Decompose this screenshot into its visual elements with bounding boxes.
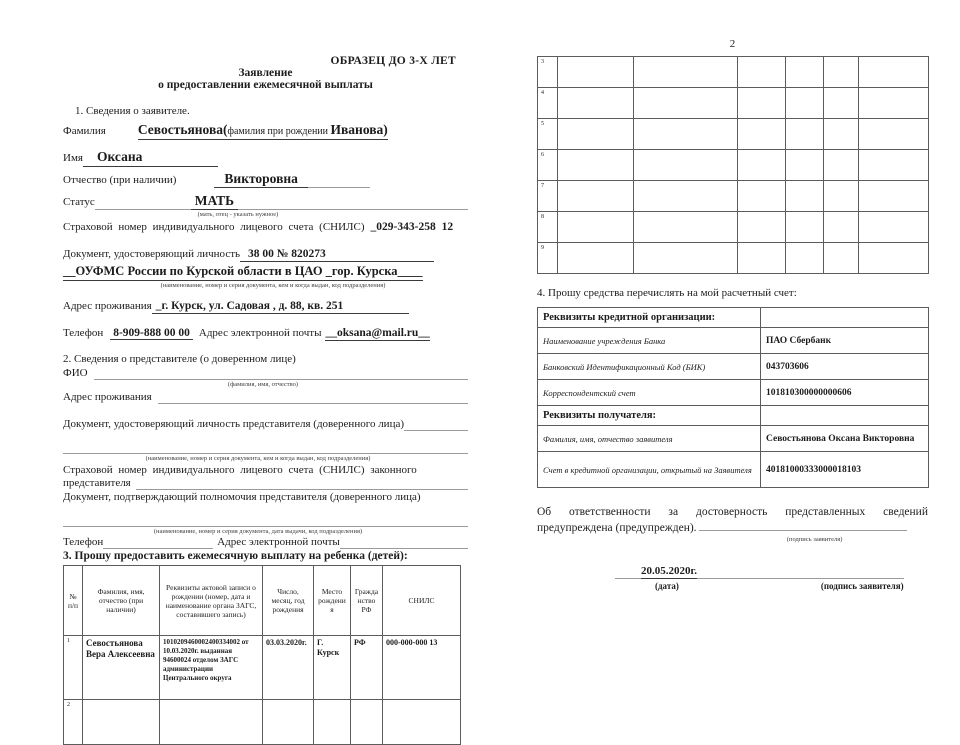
col-header-citizenship: Гражданство РФ: [351, 566, 383, 636]
col-header-birthdate: Число, месяц, год рождения: [263, 566, 314, 636]
patronymic-line: [63, 171, 468, 188]
bank-name-row: [538, 328, 929, 354]
cont-row-5: [538, 119, 929, 150]
child1-num: 1: [64, 636, 83, 700]
patronymic-field: Викторовна: [214, 171, 308, 188]
col-header-record: Реквизиты актовой записи о рождении (номер, дата и наименование органа ЗАГС, составившего запись): [160, 566, 263, 636]
rep-doc-label: Документ, удостоверяющий личность представителя (доверенного лица): [63, 418, 405, 430]
rep-phone-label: Телефон: [63, 536, 104, 548]
rep-snils-label2: представителя: [63, 477, 131, 489]
rep-email-blank: [340, 536, 468, 549]
status-line: [63, 193, 468, 210]
rep-doc-blank-full: [63, 441, 468, 454]
date-captions: [537, 581, 928, 591]
firstname-label: Имя: [63, 152, 83, 164]
email-field: __oksana@mail.ru__: [325, 327, 430, 339]
rep-address-label: Адрес проживания: [63, 391, 152, 403]
address-line: [63, 300, 468, 314]
recipient-header: Реквизиты получателя:: [538, 406, 761, 426]
recipient-header-row: [538, 406, 929, 426]
bank-bik-label: Банковский Идентификационный Код (БИК): [538, 354, 761, 380]
cont-row-4-num: 4: [538, 88, 558, 119]
cont-row-4: [538, 88, 929, 119]
children-table: [63, 565, 461, 745]
recipient-account-value: 40181000333000018103: [761, 452, 929, 488]
address-field: _г. Курск, ул. Садовая , д. 88, кв. 251: [152, 300, 410, 314]
firstname-line: [63, 149, 468, 167]
col-header-birthplace: Место рождения: [314, 566, 351, 636]
page-number: 2: [729, 38, 736, 50]
col-header-snils: СНИЛС: [383, 566, 461, 636]
rep-authority-label: Документ, подтверждающий полномочия представителя (доверенного лица): [63, 491, 421, 503]
rep-fio-blank: [94, 367, 468, 380]
section3-heading: 3. Прошу предоставить ежемесячную выплату на ребенка (детей):: [63, 550, 408, 562]
cont-row-7-num: 7: [538, 181, 558, 212]
signature-blank: [699, 520, 907, 531]
children-table-continuation: [537, 56, 929, 274]
rep-doc-line: [63, 418, 468, 431]
rep-snils-blank: [136, 477, 468, 490]
date-caption: (дата): [655, 581, 679, 591]
snils-line: [63, 221, 468, 233]
section4-heading: 4. Прошу средства перечислять на мой расчетный счет:: [537, 287, 797, 299]
recipient-account-label: Счет в кредитной организации, открытый на Заявителя: [538, 452, 761, 488]
cont-row-3-num: 3: [538, 57, 558, 88]
rep-email-label: Адрес электронной почты: [217, 536, 340, 548]
rep-authority-blank-line: [63, 514, 468, 527]
id-doc-issuer: __ОУФМС России по Курской области в ЦАО _гор. Курска____: [63, 264, 423, 281]
page-1: [63, 55, 468, 745]
snils-value: _029-343-258 12: [370, 221, 454, 233]
cont-row-9-num: 9: [538, 243, 558, 274]
signature-caption: (подпись заявителя): [820, 581, 904, 591]
cont-row-9: [538, 243, 929, 274]
child-row-1: [64, 636, 461, 700]
rep-authority-caption: (наименование, номер и серия документа, дата выдачи, код подразделения): [153, 528, 363, 535]
rep-phone-blank: [103, 536, 213, 549]
recipient-name-row: [538, 426, 929, 452]
child1-record: 1010209460002400334002 от 10.03.2020г. выданная 94600024 отделом ЗАГС администрации Центрального округа: [160, 636, 263, 700]
child1-name: Севостьянова Вера Алексеевна: [83, 636, 160, 700]
rep-phone-line: [63, 536, 468, 549]
phone-field: 8-909-888 00 00: [110, 327, 193, 340]
rep-fio-line: [63, 367, 468, 380]
cont-row-8-num: 8: [538, 212, 558, 243]
address-label: Адрес проживания: [63, 300, 152, 312]
status-field: МАТЬ: [191, 193, 238, 210]
bank-org-header: Реквизиты кредитной организации:: [538, 308, 761, 328]
recipient-name-value: Севостьянова Оксана Викторовна: [761, 426, 929, 452]
responsibility-warning: [537, 504, 928, 536]
page-2: [537, 38, 928, 591]
col-header-num: № п/п: [64, 566, 83, 636]
phone-email-line: [63, 327, 468, 341]
id-doc-label: Документ, удостоверяющий личность: [63, 248, 241, 260]
cont-row-6: [538, 150, 929, 181]
rep-snils-line1: [63, 464, 468, 476]
patronymic-blank: [308, 175, 370, 188]
snils-label: Страховой номер индивидуального лицевого счета (СНИЛС): [63, 221, 365, 233]
date-blank-left: [615, 567, 641, 579]
bank-org-header-row: [538, 308, 929, 328]
bank-bik-row: [538, 354, 929, 380]
bank-name-value: ПАО Сбербанк: [761, 328, 929, 354]
id-doc-field: 38 00 № 820273: [240, 248, 434, 262]
cont-row-5-num: 5: [538, 119, 558, 150]
rep-address-line: [63, 391, 468, 404]
status-blank-left: [95, 197, 191, 210]
rep-authority-line: [63, 491, 468, 503]
id-doc-line: [63, 248, 468, 262]
bank-corr-row: [538, 380, 929, 406]
id-doc-issuer-line: [63, 264, 468, 281]
date-blank-right: [697, 567, 904, 579]
rep-snils-line2: [63, 477, 468, 490]
rep-doc-blank-line: [63, 441, 468, 454]
bank-details-table: [537, 307, 929, 488]
recipient-account-row: [538, 452, 929, 488]
phone-label: Телефон: [63, 327, 104, 339]
doc-subtitle: о предоставлении ежемесячной выплаты: [158, 79, 373, 91]
cont-row-6-num: 6: [538, 150, 558, 181]
sample-watermark: ОБРАЗЕЦ ДО 3-Х ЛЕТ: [330, 55, 456, 67]
surname-label: Фамилия: [63, 125, 106, 137]
bank-corr-value: 101810300000000606: [761, 380, 929, 406]
bank-bik-value: 043703606: [761, 354, 929, 380]
bank-name-label: Наименование учреждения Банка: [538, 328, 761, 354]
child1-birthdate: 03.03.2020г.: [263, 636, 314, 700]
cont-row-8: [538, 212, 929, 243]
child-row-2: [64, 700, 461, 745]
patronymic-label: Отчество (при наличии): [63, 174, 177, 186]
email-label: Адрес электронной почты: [198, 327, 322, 339]
rep-doc-caption: (наименование, номер и серия документа, кем и когда выдан, код подразделения): [145, 455, 371, 462]
child1-birthplace: Г. Курск: [314, 636, 351, 700]
children-table-header-row: [64, 566, 461, 636]
rep-authority-blank: [63, 514, 468, 527]
child1-snils: 000-000-000 13: [383, 636, 461, 700]
recipient-name-label: Фамилия, имя, отчество заявителя: [538, 426, 761, 452]
status-label: Статус: [63, 196, 95, 208]
firstname-field: Оксана: [83, 149, 218, 167]
doc-title: Заявление: [238, 67, 293, 79]
section2-heading: 2. Сведения о представителе (о доверенном лице): [63, 353, 296, 365]
rep-doc-blank: [404, 418, 468, 431]
date-line: [615, 565, 904, 579]
rep-fio-label: ФИО: [63, 367, 88, 379]
rep-fio-caption: (фамилия, имя, отчество): [227, 381, 299, 388]
col-header-name: Фамилия, имя, отчество (при наличии): [83, 566, 160, 636]
rep-snils-label: Страховой номер индивидуального лицевого счета (СНИЛС) законного: [63, 464, 417, 476]
date-value: 20.05.2020г.: [641, 565, 698, 577]
surname-field: Севостьянова(фамилия при рождении Иванова): [138, 122, 388, 140]
surname-line: [63, 122, 468, 140]
cont-row-3: [538, 57, 929, 88]
status-caption: (мать, отец - указать нужное): [197, 211, 279, 218]
cont-row-7: [538, 181, 929, 212]
rep-address-blank: [158, 391, 468, 404]
signature-caption-small: (подпись заявителя): [786, 536, 843, 543]
section1-heading: 1. Сведения о заявителе.: [75, 105, 190, 117]
id-doc-caption: (наименование, номер и серия документа, кем и когда выдан, код подразделения): [160, 282, 386, 289]
child2-num: 2: [64, 700, 83, 745]
bank-corr-label: Корреспондентский счет: [538, 380, 761, 406]
status-blank-right: [238, 197, 468, 210]
child1-citizenship: РФ: [351, 636, 383, 700]
warning-text: Об ответственности за достоверность представленных сведений предупреждена (предупрежден).: [537, 506, 928, 534]
